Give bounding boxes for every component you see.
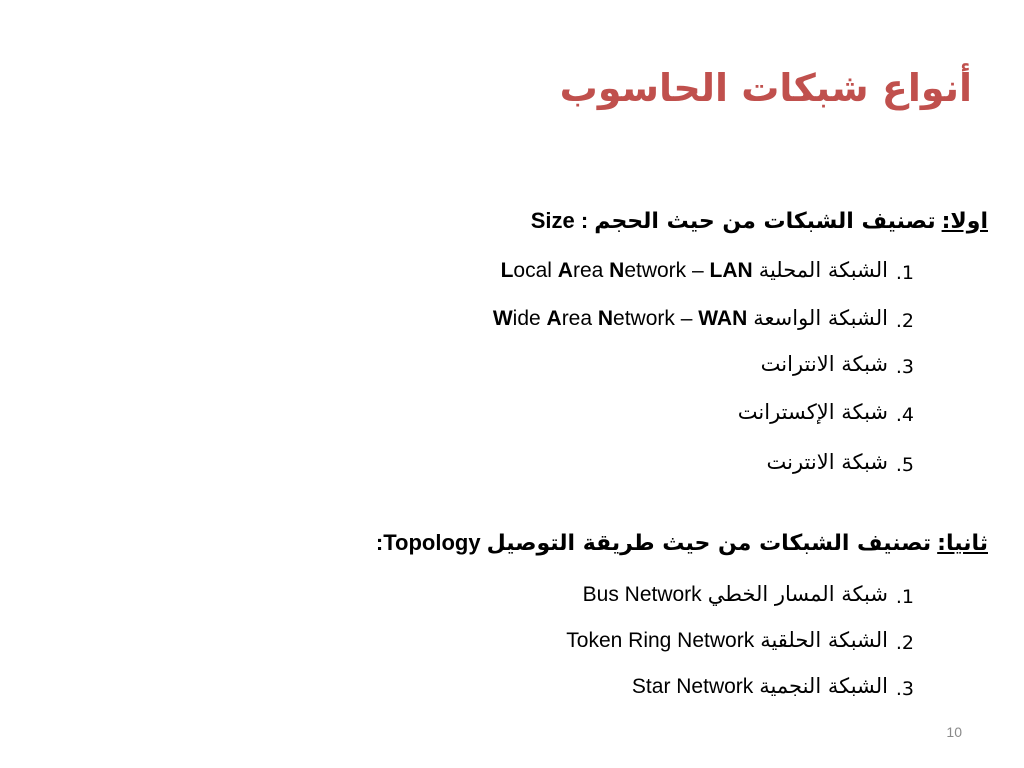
s1-item2-en-2: A xyxy=(546,307,562,330)
section1-english: Size : xyxy=(530,208,589,233)
s1-item2-en-5: etwork – xyxy=(613,307,699,330)
s1-item1-en-2: A xyxy=(557,259,573,282)
s1-item3 xyxy=(761,352,888,376)
section2-english: :Topology xyxy=(375,530,481,555)
s1-item2-en-6: WAN xyxy=(698,307,748,330)
s2-item2-english: Token Ring Network xyxy=(566,629,755,652)
s2-item1-english: Bus Network xyxy=(582,583,702,606)
s1-item5 xyxy=(766,450,888,474)
s2-item3-number: .3 xyxy=(895,678,914,700)
s1-item2-english xyxy=(493,307,747,331)
s1-item2-en-4: N xyxy=(597,307,614,330)
s1-item3-number: .3 xyxy=(895,356,914,378)
s1-item5-number: .5 xyxy=(895,454,914,476)
section1-heading xyxy=(531,208,988,234)
section2-prefix: ثانيا: xyxy=(937,531,988,556)
s1-item1-english xyxy=(501,259,753,283)
s2-item3-english: Star Network xyxy=(631,675,754,698)
s2-item3 xyxy=(632,674,888,699)
s1-item2-number: .2 xyxy=(895,310,914,332)
s2-item2 xyxy=(566,628,888,653)
s1-item3-arabic: شبكة الانترانت xyxy=(760,352,888,376)
page-number: 10 xyxy=(946,724,962,740)
s1-item1-number: .1 xyxy=(895,262,914,284)
s1-item1-en-3: rea xyxy=(572,259,610,282)
s1-item2-en-0: W xyxy=(492,307,513,330)
section1-text: تصنيف الشبكات من حيث الحجم xyxy=(594,209,936,234)
s2-item1 xyxy=(583,582,888,607)
s1-item1-en-1: ocal xyxy=(513,259,558,282)
s1-item1-en-5: etwork – xyxy=(624,259,710,282)
s1-item4 xyxy=(738,400,888,424)
section2-text: تصنيف الشبكات من حيث طريقة التوصيل xyxy=(486,531,932,556)
s1-item4-number: .4 xyxy=(895,404,914,426)
s1-item2-arabic: الشبكة الواسعة xyxy=(753,306,888,330)
s1-item1-en-4: N xyxy=(609,259,625,282)
s1-item1-arabic: الشبكة المحلية xyxy=(758,258,888,282)
s1-item2 xyxy=(493,306,888,331)
s2-item1-number: .1 xyxy=(895,586,914,608)
s1-item1-en-6: LAN xyxy=(709,259,753,282)
s2-item3-arabic: الشبكة النجمية xyxy=(759,674,888,698)
section1-prefix: اولا: xyxy=(941,209,988,234)
s2-item1-arabic: شبكة المسار الخطي xyxy=(707,582,888,606)
s1-item1 xyxy=(501,258,888,283)
s1-item2-en-1: ide xyxy=(512,307,547,330)
s1-item2-en-3: rea xyxy=(561,307,598,330)
s2-item2-arabic: الشبكة الحلقية xyxy=(760,628,888,652)
s2-item2-number: .2 xyxy=(895,632,914,654)
s1-item5-arabic: شبكة الانترنت xyxy=(766,450,888,474)
s1-item4-arabic: شبكة الإكسترانت xyxy=(737,400,888,424)
s1-item1-en-0: L xyxy=(500,259,514,282)
section2-heading xyxy=(376,530,988,556)
slide-title: أنواع شبكات الحاسوب xyxy=(559,66,972,110)
